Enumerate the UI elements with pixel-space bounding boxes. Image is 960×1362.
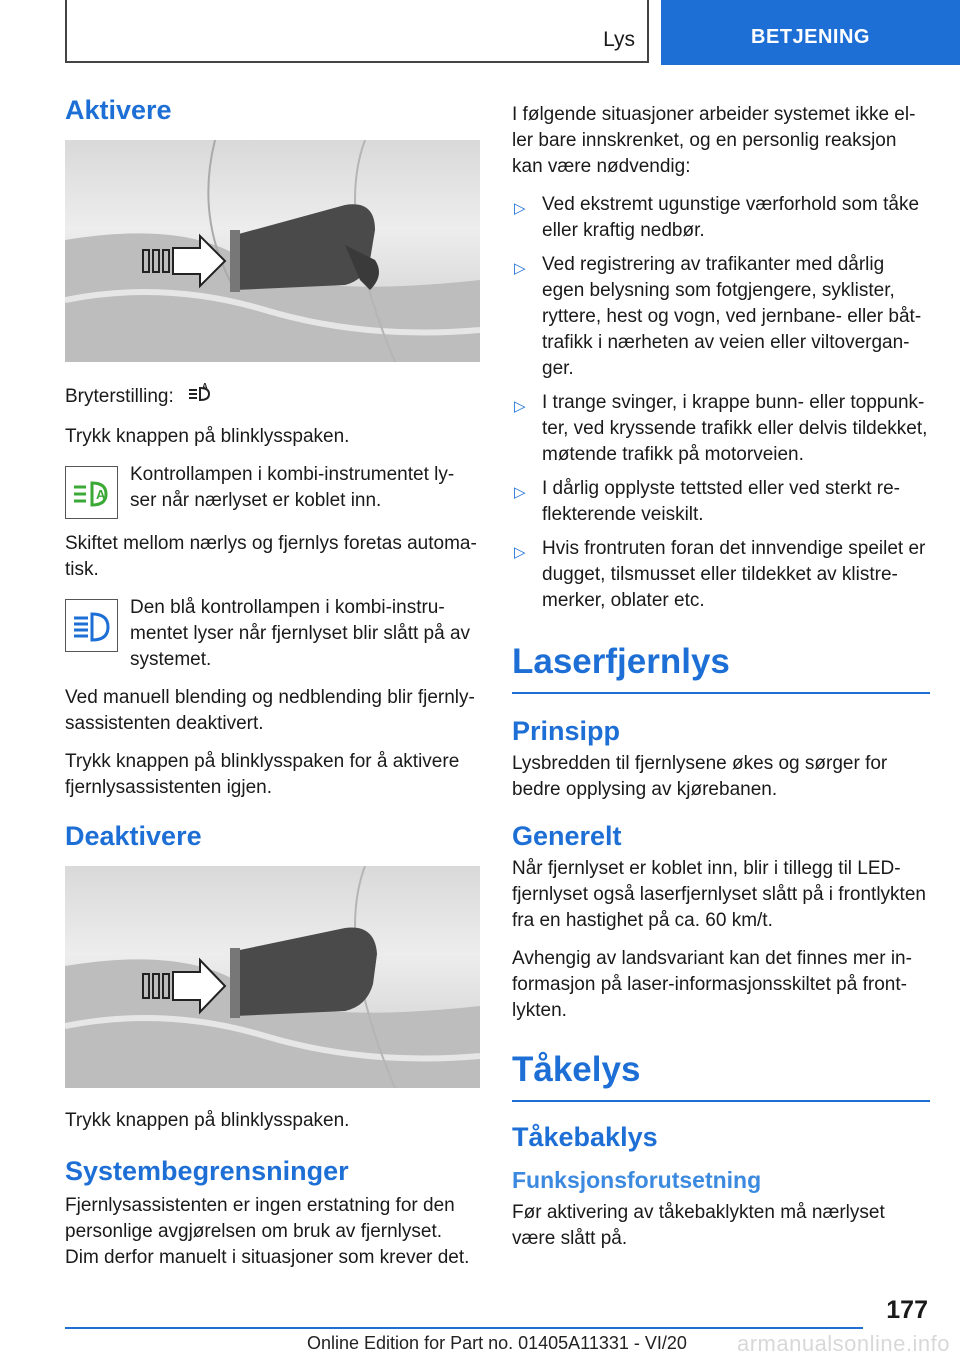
figure-turn-signal-lever-deactivate [65,866,480,1088]
header-section-title: Lys [603,28,635,51]
list-item: ▷ I dårlig opplyste tettsted eller ved sterkt re-flekterende veiskilt. [514,478,900,525]
triangle-bullet-icon: ▷ [514,398,526,415]
heading-system-limits: Systembegrensninger [65,1156,349,1186]
heading-laser-high-beam: Laserfjernlys [512,642,930,694]
list-item: ▷ Ved ekstremt ugunstige værforhold som tåke eller kraftig nedbør. [514,194,920,241]
paragraph-limits-intro: I følgende situasjoner arbeider systemet ikke el-ler bare innskrenket, og en personlig reaksjon kan være nødvendig: [512,104,916,177]
triangle-bullet-icon: ▷ [514,200,526,217]
blue-high-beam-indicator-icon [65,599,118,652]
indicator-blue-row [65,595,480,673]
header-chapter-tab: BETJENING [661,0,960,65]
indicator-green-row [65,462,480,519]
paragraph-principle: Lysbredden til fjernlysene økes og sørger for bedre opplysing av kjørebanen. [512,753,888,800]
left-column [65,95,480,1283]
auto-high-beam-icon [187,382,213,412]
paragraph-auto-switch: Skiftet mellom nærlys og fjernlys foretas automa-tisk. [65,533,477,580]
figure-turn-signal-lever-activate [65,140,480,362]
watermark: armanualsonline.info [736,1331,950,1356]
heading-principle: Prinsipp [512,716,621,746]
indicator-blue-text: Den blå kontrollampen i kombi-instru-mentet lyser når fjernlyset blir slått på av systemet. [130,597,471,670]
footer-rule [65,1327,863,1329]
list-item: ▷ Ved registrering av trafikanter med dårlig egen belysning som fotgjengere, syklister, ryttere, hest og vogn, ved jernbane- eller båt-trafikk i nærheten av veien eller viltovergan-ger. [514,254,922,379]
paragraph-reactivate: Trykk knappen på blinklysspaken for å aktivere fjernlysassistenten igjen. [65,751,460,798]
triangle-bullet-icon: ▷ [514,260,526,277]
heading-deactivate: Deaktivere [65,821,202,851]
limits-list [512,192,930,614]
svg-text:A: A [202,382,208,391]
switch-position-line [65,382,480,412]
list-item: ▷ Hvis frontruten foran det innvendige speilet er dugget, tilsmusset eller tildekket av klistre-merker, oblater etc. [514,538,926,611]
green-low-beam-indicator-icon [65,466,118,519]
heading-rear-fog: Tåkebaklys [512,1122,658,1152]
svg-text:A: A [95,486,105,502]
right-column [512,102,930,1264]
paragraph-function-requirement: Før aktivering av tåkebaklykten må nærlyset være slått på. [512,1202,885,1249]
paragraph-system-limits: Fjernlysassistenten er ingen erstatning for den personlige avgjørelsen om bruk av fjernlyset. Dim derfor manuelt i situasjoner som krever det. [65,1195,470,1268]
triangle-bullet-icon: ▷ [514,484,526,501]
heading-general: Generelt [512,821,622,851]
footer-edition: Online Edition for Part no. 01405A11331 - VI/20 [307,1333,687,1353]
heading-fog-lights: Tåkelys [512,1050,930,1102]
heading-function-requirement: Funksjonsforutsetning [512,1167,762,1193]
paragraph-general-1: Når fjernlyset er koblet inn, blir i tillegg til LED-fjernlyset også laserfjernlyset slått på i frontlykten fra en hastighet på ca. 60 km/t. [512,858,926,931]
instruction-press-lever-2: Trykk knappen på blinklysspaken. [65,1110,350,1131]
header-frame [65,0,649,63]
switch-position-label: Bryterstilling: [65,386,174,408]
paragraph-general-2: Avhengig av landsvariant kan det finnes mer in-formasjon på laser-informasjonsskiltet på front-lykten. [512,948,912,1021]
page-number: 177 [886,1296,928,1324]
heading-activate: Aktivere [65,95,172,125]
instruction-press-lever: Trykk knappen på blinklysspaken. [65,426,350,447]
paragraph-manual-dimming: Ved manuell blending og nedblending blir fjernly-sassistenten deaktivert. [65,687,475,734]
list-item: ▷ I trange svinger, i krappe bunn- eller toppunk-ter, ved kryssende trafikk eller delvis tildekket, møtende trafikk på motorveien. [514,392,928,465]
triangle-bullet-icon: ▷ [514,544,526,561]
indicator-green-text: Kontrollampen i kombi-instrumentet ly-ser når nærlyset er koblet inn. [130,464,455,511]
